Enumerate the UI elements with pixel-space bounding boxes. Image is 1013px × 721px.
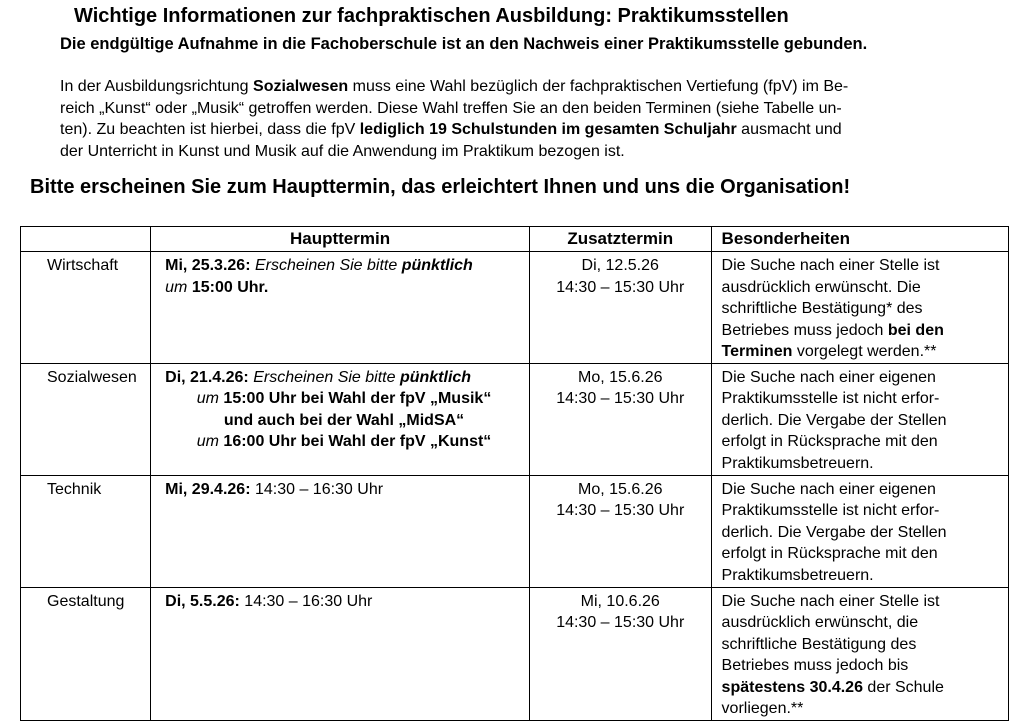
note-text: vorgelegt werden.**: [792, 343, 937, 360]
zusatz-time: 14:30 – 15:30 Uhr: [556, 502, 685, 519]
note-line: Praktikumsstelle ist nicht erfor-: [721, 390, 940, 407]
callout-heading: Bitte erscheinen Sie zum Haupttermin, das erleichtert Ihnen und uns die Organisation!: [30, 176, 851, 198]
date-label: Mi, 29.4.26:: [165, 480, 251, 498]
note-line: erfolgt in Rücksprache mit den: [721, 433, 938, 450]
time-text: und auch bei der Wahl „MidSA“: [223, 411, 465, 429]
zusatz-date: Di, 12.5.26: [581, 257, 659, 274]
note-line: vorliegen.**: [721, 700, 804, 717]
intro-text: ausmacht und: [736, 121, 842, 138]
date-label: Di, 5.5.26:: [165, 592, 240, 610]
zusatztermin-cell: [529, 252, 711, 364]
zusatz-time: 14:30 – 15:30 Uhr: [556, 278, 685, 296]
table-header-row: [21, 227, 1009, 252]
dept-label: Sozialwesen: [47, 368, 137, 386]
note-line: Praktikumsbetreuern.: [721, 566, 874, 584]
dept-label: Technik: [47, 480, 102, 498]
date-label: Di, 21.4.26:: [165, 368, 249, 386]
dept-label: Gestaltung: [47, 592, 125, 610]
page-title: Wichtige Informationen zur fachpraktischen Ausbildung: Praktikumsstellen: [74, 5, 789, 27]
zusatztermin-cell: [529, 587, 711, 720]
note-bold: Terminen: [721, 343, 793, 360]
note-line: derlich. Die Vergabe der Stellen: [721, 523, 947, 541]
note-line: Betriebes muss jedoch bis: [721, 657, 909, 674]
intro-line: reich „Kunst“ oder „Musik“ getroffen werden. Diese Wahl treffen Sie an den beiden Terminen (siehe Tabelle un-: [60, 99, 842, 117]
note-text: der Schule: [862, 678, 944, 696]
note-line: Die Suche nach einer Stelle ist: [721, 592, 940, 610]
date-label: Mi, 25.3.26:: [165, 257, 251, 274]
note-text: um: [196, 433, 219, 450]
zusatztermin-cell: [529, 475, 711, 587]
intro-line: [60, 76, 980, 98]
note-text: Erscheinen Sie bitte: [248, 368, 400, 386]
time-text: 14:30 – 16:30 Uhr: [239, 592, 373, 610]
time-text: 15:00 Uhr.: [187, 278, 269, 296]
header-zusatztermin: Zusatztermin: [529, 227, 711, 252]
emphasis-text: pünktlich: [399, 368, 472, 386]
note-line: Die Suche nach einer Stelle ist: [721, 257, 940, 274]
time-text: 14:30 – 16:30 Uhr: [250, 480, 384, 498]
haupttermin-cell: [151, 587, 530, 720]
note-line: Die Suche nach einer eigenen: [721, 480, 936, 498]
zusatz-date: Mi, 10.6.26: [580, 592, 660, 610]
note-line: Die Suche nach einer eigenen: [721, 368, 936, 386]
note-line: Praktikumsbetreuern.: [721, 454, 874, 472]
besonderheiten-cell: [711, 363, 1008, 475]
intro-paragraph: [60, 76, 980, 162]
time-text: 15:00 Uhr bei Wahl der fpV „Musik“: [218, 390, 492, 407]
zusatztermin-cell: [529, 363, 711, 475]
intro-text: muss eine Wahl bezüglich der fachpraktischen Vertiefung (fpV) im Be-: [348, 78, 849, 95]
table-row-wirtschaft: [21, 252, 1009, 364]
emphasis-text: pünktlich: [401, 257, 473, 274]
header-besonderheiten: Besonderheiten: [711, 227, 1008, 252]
besonderheiten-cell: [711, 252, 1008, 364]
dept-cell: [21, 252, 151, 364]
note-line: ausdrücklich erwünscht, die: [721, 614, 919, 631]
zusatz-time: 14:30 – 15:30 Uhr: [556, 390, 685, 407]
intro-text: ten). Zu beachten ist hierbei, dass die fpV: [60, 121, 360, 138]
time-text: 16:00 Uhr bei Wahl der fpV „Kunst“: [218, 433, 492, 450]
note-text: Betriebes muss jedoch: [721, 321, 888, 339]
haupttermin-cell: [151, 363, 530, 475]
zusatz-time: 14:30 – 15:30 Uhr: [556, 614, 685, 631]
header-empty-cell: [21, 227, 151, 252]
schedule-table: [20, 226, 1009, 721]
besonderheiten-cell: [711, 475, 1008, 587]
table-row-technik: [21, 475, 1009, 587]
note-bold: spätestens 30.4.26: [721, 678, 863, 696]
intro-bold-text: lediglich 19 Schulstunden im gesamten Schuljahr: [359, 121, 737, 138]
besonderheiten-cell: [711, 587, 1008, 720]
haupttermin-cell: [151, 252, 530, 364]
intro-bold-text: Sozialwesen: [253, 78, 349, 95]
note-line: schriftliche Bestätigung* des: [721, 300, 923, 317]
intro-text: In der Ausbildungsrichtung: [60, 78, 254, 95]
note-bold: bei den: [887, 321, 944, 339]
haupttermin-cell: [151, 475, 530, 587]
note-text: um: [196, 390, 219, 407]
table-row-sozialwesen: [21, 363, 1009, 475]
note-line: ausdrücklich erwünscht. Die: [721, 278, 921, 296]
zusatz-date: Mo, 15.6.26: [577, 480, 663, 498]
note-text: um: [165, 278, 188, 296]
dept-cell: [21, 363, 151, 475]
note-text: Erscheinen Sie bitte: [250, 257, 402, 274]
table-row-gestaltung: [21, 587, 1009, 720]
note-line: derlich. Die Vergabe der Stellen: [721, 411, 947, 429]
header-haupttermin: Haupttermin: [151, 227, 530, 252]
note-line: Praktikumsstelle ist nicht erfor-: [721, 502, 940, 519]
intro-line: [60, 119, 980, 141]
dept-label: Wirtschaft: [47, 257, 119, 274]
note-line: erfolgt in Rücksprache mit den: [721, 545, 938, 562]
intro-line: der Unterricht in Kunst und Musik auf die Anwendung im Praktikum bezogen ist.: [60, 142, 625, 160]
note-line: schriftliche Bestätigung des: [721, 635, 917, 653]
page-subtitle: Die endgültige Aufnahme in die Fachoberschule ist an den Nachweis einer Praktikumsstelle gebunden.: [60, 35, 868, 53]
zusatz-date: Mo, 15.6.26: [577, 368, 663, 386]
dept-cell: [21, 475, 151, 587]
dept-cell: [21, 587, 151, 720]
